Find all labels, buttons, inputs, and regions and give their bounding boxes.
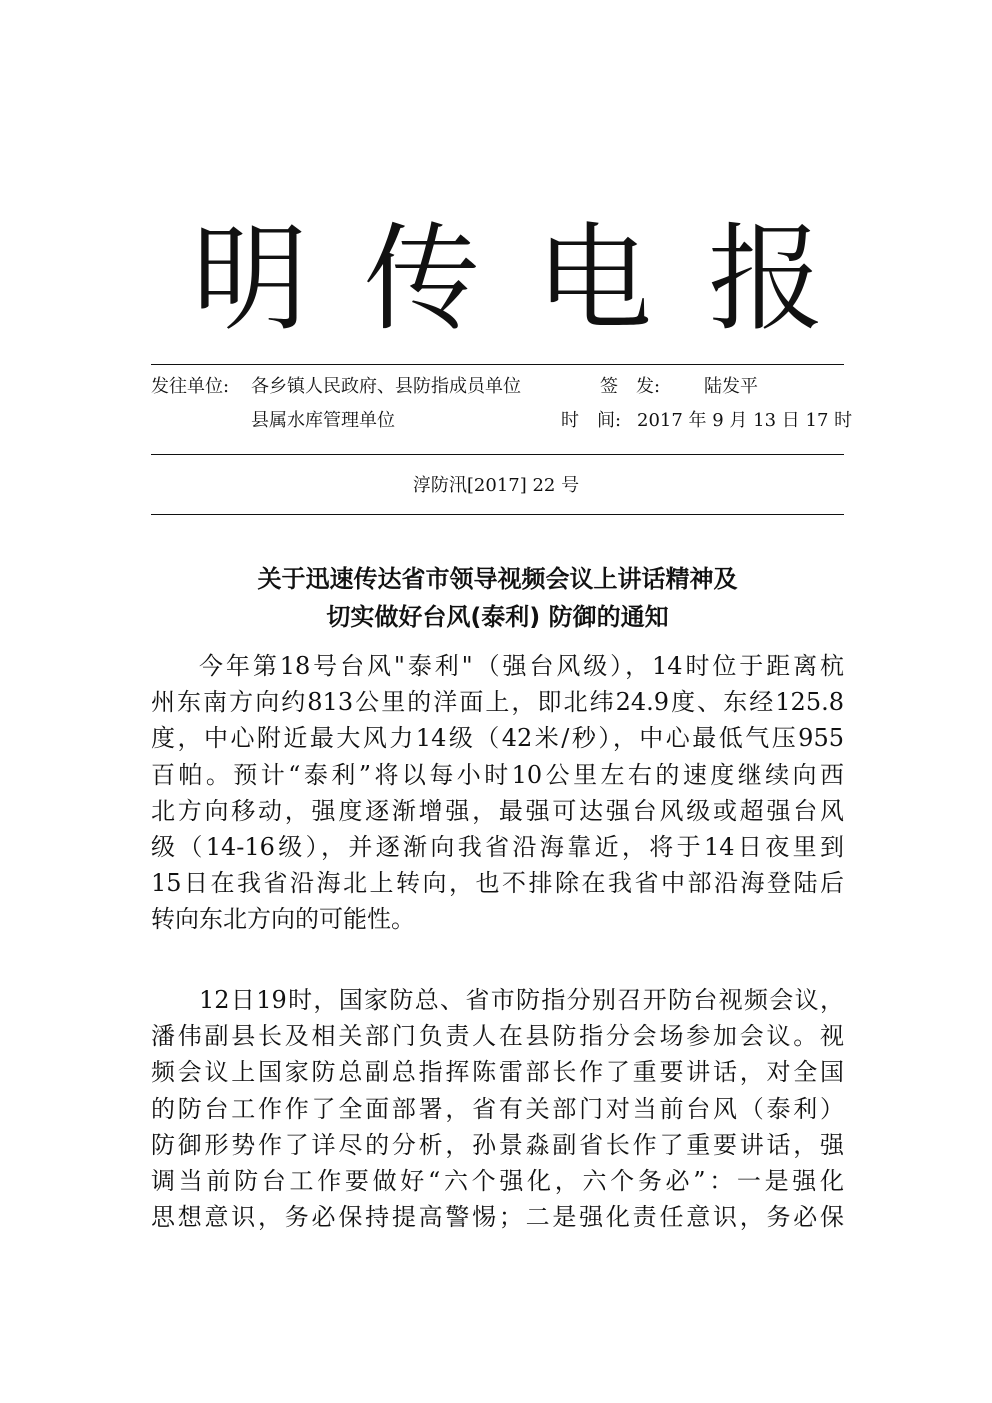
body-line: 频会议上国家防总副总指挥陈雷部长作了重要讲话，对全国 <box>151 1058 844 1087</box>
time-value: 2017 年 9 月 13 日 17 时 <box>637 410 853 431</box>
document-number: 淳防汛[2017] 22 号 <box>412 475 580 496</box>
body-line: 潘伟副县长及相关部门负责人在县防指分会场参加会议。视 <box>151 1022 844 1051</box>
sign-value: 陆发平 <box>704 376 758 397</box>
body-line: 调当前防台工作要做好“六个强化，六个务必”：一是强化 <box>151 1167 844 1196</box>
body-paragraph-2 <box>151 982 844 1235</box>
send-units-line1: 各乡镇人民政府、县防指成员单位 <box>251 376 521 397</box>
body-line: 12日19时，国家防总、省市防指分别召开防台视频会议， <box>199 986 844 1014</box>
body-line: 防御形势作了详尽的分析，孙景淼副省长作了重要讲话，强 <box>151 1130 844 1159</box>
notice-title-line1: 关于迅速传达省市领导视频会议上讲话精神及 <box>257 565 738 593</box>
body-line: 转向东北方向的可能性。 <box>151 905 415 934</box>
body-line: 级（14-16级），并逐渐向我省沿海靠近，将于14日夜里到 <box>151 833 844 862</box>
body-line: 的防台工作作了全面部署，省有关部门对当前台风（泰利） <box>151 1094 844 1123</box>
masthead-title <box>188 212 828 347</box>
send-label: 发往单位: <box>151 376 230 397</box>
body-line: 度，中心附近最大风力14级（42米/秒），中心最低气压955 <box>151 724 844 753</box>
send-units-line2: 县属水库管理单位 <box>251 410 395 431</box>
body-line: 思想意识，务必保持提高警惕；二是强化责任意识，务必保 <box>151 1203 844 1232</box>
masthead-char: 报 <box>708 212 824 347</box>
masthead-char: 电 <box>536 212 652 347</box>
header-middle-rule <box>151 454 844 455</box>
sign-label: 签 发: <box>600 376 661 397</box>
header-bottom-rule <box>151 514 844 515</box>
body-line: 15日在我省沿海北上转向，也不排除在我省中部沿海登陆后 <box>151 869 844 898</box>
body-line: 北方向移动，强度逐渐增强，最强可达强台风级或超强台风 <box>151 796 844 825</box>
header-top-rule <box>151 364 844 365</box>
masthead-char: 传 <box>364 212 480 347</box>
body-line: 百帕。预计“泰利”将以每小时10公里左右的速度继续向西 <box>151 760 844 789</box>
time-label: 时 间: <box>561 410 622 431</box>
body-paragraph-1 <box>151 648 844 938</box>
notice-title-line2: 切实做好台风(泰利) 防御的通知 <box>326 603 669 631</box>
body-line: 今年第18号台风"泰利"（强台风级），14时位于距离杭 <box>199 652 844 680</box>
body-line: 州东南方向约813公里的洋面上，即北纬24.9度、东经125.8 <box>151 688 844 717</box>
masthead-char: 明 <box>192 212 308 347</box>
